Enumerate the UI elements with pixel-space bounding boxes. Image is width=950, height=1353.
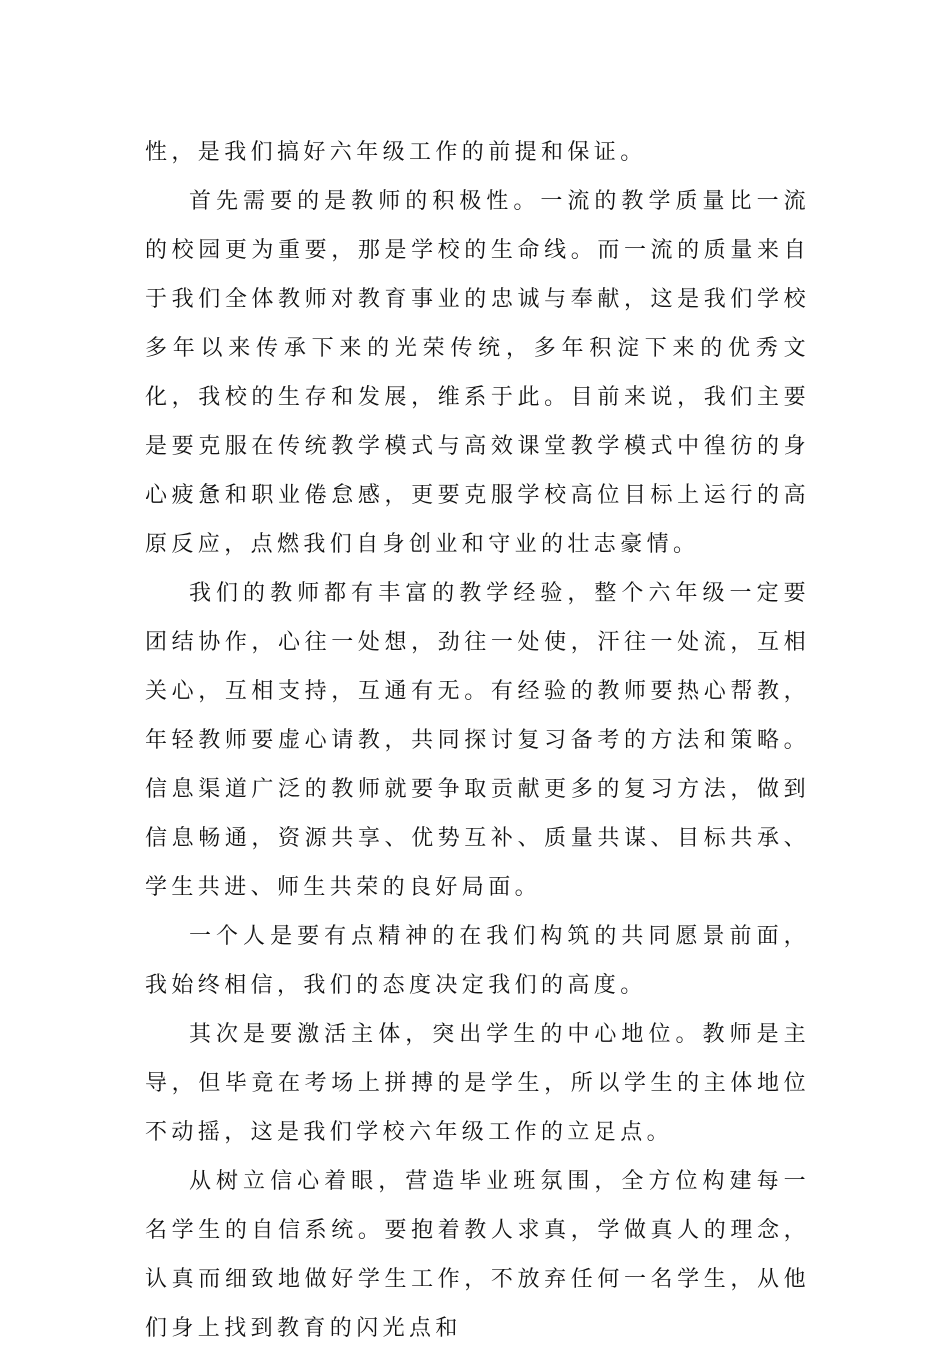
document-body	[145, 128, 810, 1353]
paragraph-confidence: 从树立信心着眼，营造毕业班氛围，全方位构建每一名学生的自信系统。要抱着教人求真，学做真人的理念，认真而细致地做好学生工作，不放弃任何一名学生，从他们身上找到教育的闪光点和	[145, 1169, 810, 1341]
paragraph-continuation: 性，是我们搞好六年级工作的前提和保证。	[145, 140, 647, 165]
paragraph-student-centered: 其次是要激活主体，突出学生的中心地位。教师是主导，但毕竟在考场上拼搏的是学生，所以学生的主体地位不动摇，这是我们学校六年级工作的立足点。	[145, 1022, 810, 1145]
paragraph-teamwork: 我们的教师都有丰富的教学经验，整个六年级一定要团结协作，心往一处想，劲往一处使，汗往一处流，互相关心，互相支持，互通有无。有经验的教师要热心帮教，年轻教师要虚心请教，共同探讨复习备考的方法和策略。信息渠道广泛的教师就要争取贡献更多的复习方法，做到信息畅通，资源共享、优势互补、质量共谋、目标共承、学生共进、师生共荣的良好局面。	[145, 581, 810, 900]
paragraph-teacher-enthusiasm: 首先需要的是教师的积极性。一流的教学质量比一流的校园更为重要，那是学校的生命线。而一流的质量来自于我们全体教师对教育事业的忠诚与奉献，这是我们学校多年以来传承下来的光荣传统，多年积淀下来的优秀文化，我校的生存和发展，维系于此。目前来说，我们主要是要克服在传统教学模式与高效课堂教学模式中徨彷的身心疲惫和职业倦怠感，更要克服学校高位目标上运行的高原反应，点燃我们自身创业和守业的壮志豪情。	[145, 189, 810, 557]
paragraph-attitude: 一个人是要有点精神的在我们构筑的共同愿景前面，我始终相信，我们的态度决定我们的高度。	[145, 924, 810, 998]
